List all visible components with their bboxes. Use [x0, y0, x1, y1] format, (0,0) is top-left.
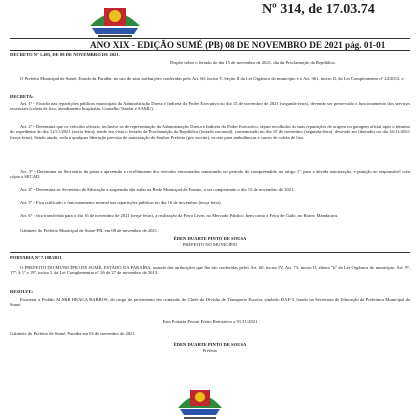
rule-edition: [10, 50, 410, 51]
portaria-title: PORTARIA Nº 7.188/2021: [10, 255, 62, 260]
decreto-signer-role: PREFEITO DO MUNICÍPIO: [182, 242, 238, 247]
edition-line: ANO XIX - EDIÇÃO SUMÉ (PB) 08 DE NOVEMBRO DE 2021 pág. 01-01: [90, 40, 386, 50]
decreto-art1: Art. 1º - Ficarão nas repartições públicas municipais da Administração Direta e Indireta do Poder Executivo no dia 15 de novembro de 2021 (segunda-feira), devendo ser preservado o funcionamento dos serviços essenciais (coleta de lixo, atendimento hospitalar, Conselho Tutelar e SAMU).: [10, 101, 410, 112]
rule-top: [10, 38, 410, 39]
decreto-art6: Art. 6º - fica transferida para o dia 16 de novembro de 2021 (terça-feira), a realização da Feira Livre, no Mercado Público, bem como a Feira de Gado, no Bairro Mandacaru.: [20, 213, 339, 218]
portaria-body: Exonerar a Pedido ALMIR BRAGA BARROS, do cargo de provimento em comissão de Chefe da Divisão de Transporte Escolar, símbolo DAF-3, lotado na Secretaria de Educação da Prefeitura Municipal de Sumé.: [10, 297, 410, 308]
decreto-preamble: O Prefeito Municipal de Sumé, Estado da Paraíba, no uso de suas atribuições conferidas pelo Art. 60, inciso V, Seção II da Lei Orgânica do município e o Art. 361, inciso II, da Lei Complementar nº 24/2013, e: [20, 76, 404, 81]
lei-number: Nº 314, de 17.03.74: [262, 2, 375, 17]
decreto-decreta: DECRETA:: [10, 94, 34, 99]
portaria-preamble: O PREFEITO DO MUNICÍPIO DE SUMÉ, ESTADO DA PARAÍBA, usando das atribuições que lhe são conferidas pelos Art. 60, inciso IV, Art. 73, inciso II, alínea "k" da Lei Orgânica do município, Art. 9º, 17º, § 1º e 19º, inciso I, da Lei Complementar nº 26 de 27 de novembro de 2013,: [10, 265, 410, 276]
masthead: [0, 0, 420, 40]
decreto-art2: Art. 2º - Determina que os veículos oficiais, inclusive os de representação da Administração Direta e Indireta do Poder Executivo, sejam recolhidos às suas repartições de origem ou garagem oficial após o término do expediente do dia 12/11/2021 (sexta-feira), tendo em vista o feriado da Proclamação da República (feriado nacional), comemorado no dia 15 de novembro (segunda-feira), devendo ser liberados no dia 16/11/2021 (terça-feira). Sendo ainda, veda a qualquer liberação prevista de autorização do Senhor Prefeito (por escrito), exceto para ambulâncias e carros de coleta de lixo.: [10, 124, 410, 140]
decreto-ementa: Dispõe sobre o feriado do dia 15 de novembro de 2021, dia da Proclamação da República.: [170, 60, 336, 65]
portaria-resolve: RESOLVE:: [10, 289, 34, 294]
decreto-art4: Art. 4º - Determina ao Secretário de Educação a suspensão das aulas na Rede Municipal de Ensino, a ser compensado o dia 15 de novembro de 2021.: [20, 187, 295, 192]
decreto-gabinete: Gabinete do Prefeito Municipal de Sumé-PB, em 08 de novembro de 2021.: [20, 228, 159, 233]
decreto-title: DECRETO Nº 1.403, DE 08 DE NOVEMBRO DE 2021.: [10, 52, 120, 57]
decreto-signer-name: ÉDEN DUARTE PINTO DE SOUSA: [173, 236, 247, 241]
municipal-crest-icon: [84, 2, 146, 38]
portaria-signer-name: ÉDEN DUARTE PINTO DE SOUSA: [173, 342, 247, 347]
rule-section: [10, 252, 410, 253]
decreto-art3: Art. 3º - Determina ao Secretário da pasta a apreensão e recolhimento dos veículos encontrados transitando no período do compreendido no artigo 1º, para a devida autorização, e punição ao responsável com cópia a SECAD.: [10, 169, 410, 180]
prefeitura-seal-icon: [172, 378, 228, 420]
portaria-effect: Esta Portaria Possui Efeito Retroativo a 01/11/2021: [162, 319, 258, 324]
portaria-signer-role: Prefeito: [202, 348, 218, 353]
portaria-gabinete: Gabinete do Prefeito de Sumé, Paraíba em 03 de novembro de 2021: [10, 331, 135, 336]
decreto-art5: Art. 5º - Fica ratificado o funcionamento normal nas repartições públicas no dia 16 de novembro (terça-feira).: [20, 200, 222, 205]
